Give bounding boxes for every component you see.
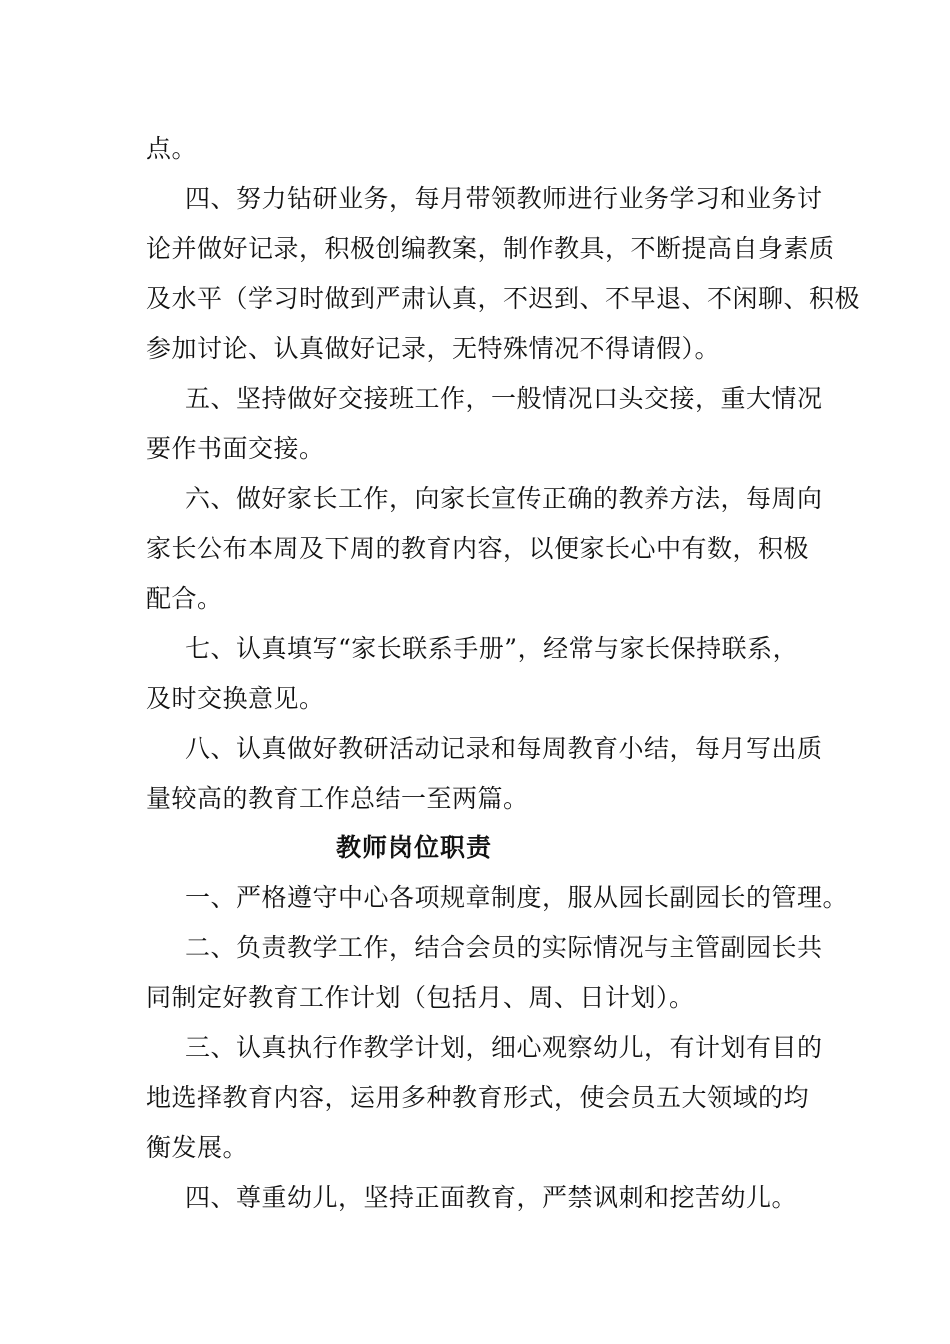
text-line: 衡发展。	[146, 1133, 249, 1162]
text-line: 同制定好教育工作计划（包括月、周、日计划）。	[146, 983, 695, 1012]
text-line: 论并做好记录，积极创编教案，制作教具，不断提高自身素质	[146, 234, 835, 263]
text-line: 家长公布本周及下周的教育内容，以便家长心中有数，积极	[146, 534, 810, 563]
text-line: 六、做好家长工作，向家长宣传正确的教养方法，每周向	[185, 484, 823, 513]
text-line: 一、严格遵守中心各项规章制度，服从园长副园长的管理。	[185, 883, 849, 912]
text-line: 八、认真做好教研活动记录和每周教育小结，每月写出质	[185, 734, 823, 763]
text-line: 三、认真执行作教学计划，细心观察幼儿，有计划有目的	[185, 1033, 823, 1062]
section-title: 教师岗位职责	[336, 833, 493, 862]
text-line: 五、坚持做好交接班工作，一般情况口头交接，重大情况	[185, 384, 823, 413]
text-line: 二、负责教学工作，结合会员的实际情况与主管副园长共	[185, 933, 823, 962]
text-line: 四、努力钻研业务，每月带领教师进行业务学习和业务讨	[185, 184, 823, 213]
text-line: 量较高的教育工作总结一至两篇。	[146, 784, 529, 813]
text-line: 及时交换意见。	[146, 684, 325, 713]
text-line: 参加讨论、认真做好记录，无特殊情况不得请假）。	[146, 334, 721, 363]
text-line: 四、尊重幼儿，坚持正面教育，严禁讽刺和挖苦幼儿。	[185, 1183, 798, 1212]
text-line: 配合。	[146, 584, 223, 613]
text-line: 要作书面交接。	[146, 434, 325, 463]
text-line: 地选择教育内容，运用多种教育形式，使会员五大领域的均	[146, 1083, 810, 1112]
text-line: 及水平（学习时做到严肃认真，不迟到、不早退、不闲聊、积极	[146, 284, 861, 313]
text-line: 七、认真填写“家长联系手册”，经常与家长保持联系，	[185, 634, 799, 663]
text-line: 点。	[146, 134, 198, 163]
